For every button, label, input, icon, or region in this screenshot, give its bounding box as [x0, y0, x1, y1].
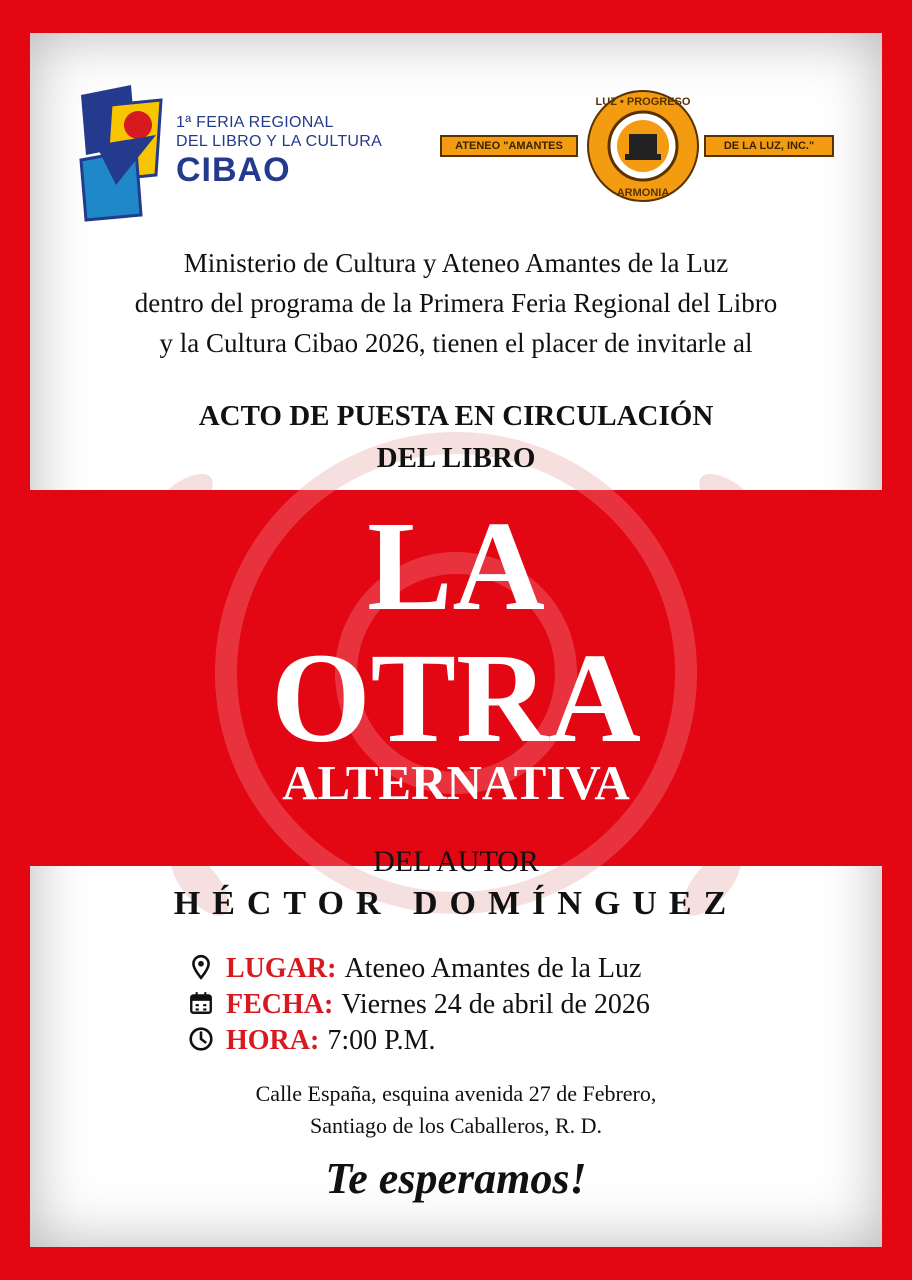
hora-value: 7:00 P.M.	[327, 1025, 436, 1056]
lugar-label: LUGAR:	[226, 953, 337, 984]
feria-line3: CIBAO	[176, 151, 291, 189]
feria-emblem-icon	[76, 85, 166, 225]
fecha-label: FECHA:	[226, 989, 334, 1020]
feria-line1: 1ª FERIA REGIONAL	[176, 114, 334, 131]
clock-icon	[188, 1026, 214, 1052]
hora-row	[188, 1023, 748, 1059]
seal-bottom-text: ARMONIA	[616, 187, 670, 199]
ateneo-logo	[440, 88, 840, 208]
hora-label: HORA:	[226, 1025, 320, 1056]
lugar-value: Ateneo Amantes de la Luz	[344, 953, 642, 984]
event-heading-line1: ACTO DE PUESTA EN CIRCULACIÓN	[198, 400, 714, 432]
closing-message: Te esperamos!	[325, 1154, 587, 1203]
fecha-value: Viernes 24 de abril de 2026	[341, 989, 650, 1020]
author-name: HÉCTOR DOMÍNGUEZ	[173, 885, 739, 922]
address-line2: Santiago de los Caballeros, R. D.	[309, 1113, 603, 1138]
lugar-row	[188, 951, 748, 987]
author-prefix: DEL AUTOR	[373, 845, 539, 878]
ateneo-ribbon-left: ATENEO "AMANTES	[440, 135, 578, 157]
intro-line2: dentro del programa de la Primera Feria Regional del Libro	[134, 288, 778, 318]
book-title-line2: OTRA	[271, 627, 641, 769]
intro-line3: y la Cultura Cibao 2026, tienen el placer de invitarle al	[159, 328, 753, 358]
ateneo-ribbon-right: DE LA LUZ, INC."	[704, 135, 834, 157]
fecha-row	[188, 987, 748, 1023]
address-line1: Calle España, esquina avenida 27 de Febrero,	[255, 1081, 657, 1106]
location-pin-icon	[188, 954, 214, 980]
ateneo-seal-icon	[585, 88, 701, 204]
intro-line1: Ministerio de Cultura y Ateneo Amantes de la Luz	[183, 248, 729, 278]
feria-line2: DEL LIBRO Y LA CULTURA	[176, 133, 383, 150]
seal-top-text: LUZ • PROGRESO	[595, 96, 691, 108]
feria-logo	[76, 85, 416, 225]
calendar-icon	[188, 990, 214, 1016]
event-heading	[90, 395, 822, 479]
book-title-line3: ALTERNATIVA	[282, 755, 630, 810]
intro-text	[90, 243, 822, 363]
book-title-line1: LA	[367, 495, 545, 637]
invitation-card	[30, 33, 882, 1247]
event-heading-line2: DEL LIBRO	[376, 442, 536, 474]
address	[30, 1078, 882, 1142]
